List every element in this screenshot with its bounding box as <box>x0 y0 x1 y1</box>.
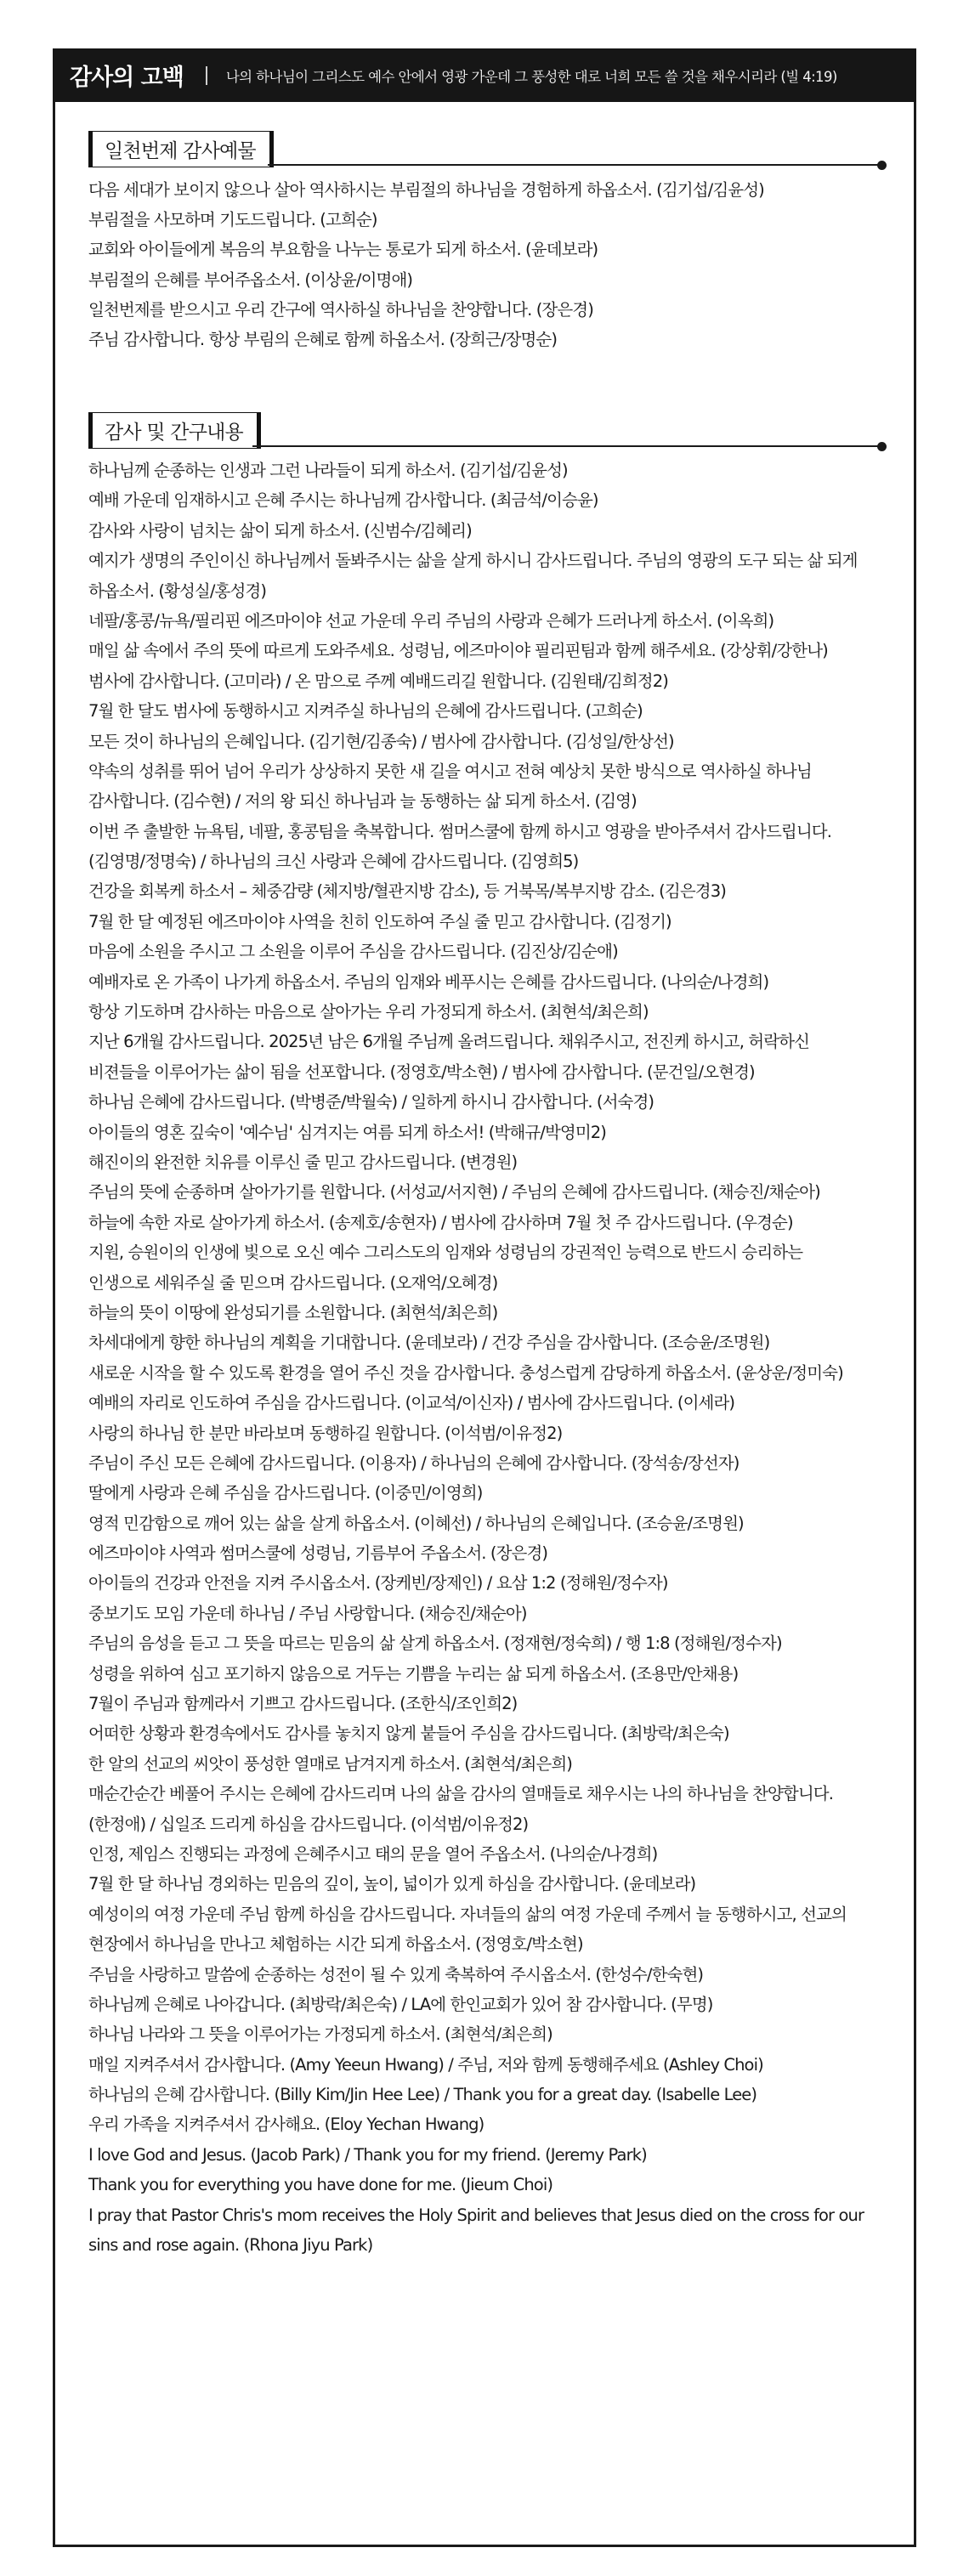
list-item: (김영명/정명숙) / 하나님의 크신 사랑과 은혜에 감사드립니다. (김영희5) <box>88 852 579 872</box>
list-item: 하나님께 은혜로 나아갑니다. (최방락/최은숙) / LA에 한인교회가 있어 참 감사합니다. (무명) <box>88 1994 713 2014</box>
list-item: 주님을 사랑하고 말씀에 순종하는 성전이 될 수 있게 축복하여 주시옵소서. (한성수/한숙현) <box>88 1964 704 1984</box>
list-item: 주님의 음성을 듣고 그 뜻을 따르는 믿음의 삶 살게 하옵소서. (정재현/정숙희) / 행 1:8 (정해원/정수자) <box>88 1633 782 1654</box>
list-item: 차세대에게 향한 하나님의 계획을 기대합니다. (윤데보라) / 건강 주심을 감사합니다. (조승윤/조명원) <box>88 1333 770 1353</box>
list-item: 매일 삶 속에서 주의 뜻에 따르게 도와주세요. 성령님, 에즈마이야 필리핀팀과 함께 해주세요. (강상휘/강한나) <box>88 641 828 661</box>
list-item: 부림절을 사모하며 기도드립니다. (고희순) <box>88 210 377 230</box>
list-item: 인생으로 세워주실 줄 믿으며 감사드립니다. (오재억/오혜경) <box>88 1272 498 1293</box>
list-item: 딸에게 사랑과 은혜 주심을 감사드립니다. (이중민/이영희) <box>88 1483 483 1503</box>
list-item: 감사와 사랑이 넘치는 삶이 되게 하소서. (신범수/김혜리) <box>88 520 472 541</box>
header-verse: 나의 하나님이 그리스도 예수 안에서 영광 가운데 그 풍성한 대로 너희 모든 쓸 것을 채우시리라 (빌 4:19) <box>225 68 837 85</box>
list-item: 새로운 시작을 할 수 있도록 환경을 열어 주신 것을 감사합니다. 충성스럽게 감당하게 하옵소서. (윤상운/정미숙) <box>88 1362 843 1383</box>
list-item: 현장에서 하나님을 만나고 체험하는 시간 되게 하옵소서. (정영호/박소현) <box>88 1934 583 1955</box>
list-item: 건강을 회복케 하소서 – 체중감량 (체지방/혈관지방 감소), 등 거북목/복부지방 감소. (김은경3) <box>88 881 726 902</box>
offering-section-header <box>88 131 274 167</box>
list-item: 해진이의 완전한 치유를 이루신 줄 믿고 감사드립니다. (변경원) <box>88 1152 518 1172</box>
list-item: (한정애) / 십일조 드리게 하심을 감사드립니다. (이석범/이유정2) <box>88 1814 529 1834</box>
list-item: 예배자로 온 가족이 나가게 하옵소서. 주님의 임재와 베푸시는 은혜를 감사드립니다. (나의순/나경희) <box>88 971 769 992</box>
list-item: 하나님께 순종하는 인생과 그런 나라들이 되게 하소서. (김기섭/김윤성) <box>88 461 568 480</box>
list-item: 일천번제를 받으시고 우리 간구에 역사하실 하나님을 찬양합니다. (장은경) <box>88 299 593 320</box>
list-item: 7월 한 달도 범사에 동행하시고 지켜주실 하나님의 은혜에 감사드립니다. (고희순) <box>88 701 643 722</box>
offering-list <box>88 175 879 354</box>
list-item: 한 알의 선교의 씨앗이 풍성한 열매로 남겨지게 하소서. (최현석/최은희) <box>88 1753 573 1774</box>
header-bar <box>53 48 916 102</box>
list-item: 범사에 감사합니다. (고미라) / 온 맘으로 주께 예배드리길 원합니다. (김원태/김희정2) <box>88 671 668 691</box>
header-title: 감사의 고백 <box>70 65 184 91</box>
offering-section-bullet-dot <box>877 161 887 170</box>
list-item: 부림절의 은혜를 부어주옵소서. (이상윤/이명애) <box>88 269 413 290</box>
list-item: 하옵소서. (황성실/홍성경) <box>88 580 267 601</box>
offering-section-title: 일천번제 감사예물 <box>88 131 274 167</box>
list-item: 사랑의 하나님 한 분만 바라보며 동행하길 원합니다. (이석범/이유정2) <box>88 1423 563 1443</box>
list-item: 7월 한 달 예정된 에즈마이야 사역을 친히 인도하여 주실 줄 믿고 감사합니다. (김정기) <box>88 911 672 931</box>
list-item: 네팔/홍콩/뉴욕/필리핀 에즈마이야 선교 가운데 우리 주님의 사랑과 은혜가 드러나게 하소서. (이옥희) <box>88 610 774 631</box>
list-item: 우리 가족을 지켜주셔서 감사해요. (Eloy Yechan Hwang) <box>88 2115 484 2135</box>
list-item: 하나님 나라와 그 뜻을 이루어가는 가정되게 하소서. (최현석/최은희) <box>88 2024 552 2045</box>
list-item: 에즈마이야 사역과 썸머스쿨에 성령님, 기름부어 주옵소서. (장은경) <box>88 1543 548 1564</box>
list-item: 감사합니다. (김수현) / 저의 왕 되신 하나님과 늘 동행하는 삶 되게 하소서. (김영) <box>88 791 637 812</box>
list-item: 매순간순간 베풀어 주시는 은혜에 감사드리며 나의 삶을 감사의 열매들로 채우시는 나의 하나님을 찬양합니다. <box>88 1784 834 1804</box>
list-item: 예배의 자리로 인도하여 주심을 감사드립니다. (이교석/이신자) / 범사에 감사드립니다. (이세라) <box>88 1393 735 1413</box>
list-item: 예지가 생명의 주인이신 하나님께서 돌봐주시는 삶을 살게 하시니 감사드립니다. 주님의 영광의 도구 되는 삶 되게 <box>88 551 858 571</box>
list-item: 하나님 은혜에 감사드립니다. (박병준/박월숙) / 일하게 하시니 감사합니다. (서숙경) <box>88 1092 654 1112</box>
list-item: 예성이의 여정 가운데 주님 함께 하심을 감사드립니다. 자녀들의 삶의 여정 가운데 주께서 늘 동행하시고, 선교의 <box>88 1904 847 1924</box>
list-item: 지난 6개월 감사드립니다. 2025년 남은 6개월 주님께 올려드립니다. 채워주시고, 전진케 하시고, 허락하신 <box>88 1032 810 1052</box>
list-item: 인정, 제임스 진행되는 과정에 은혜주시고 태의 문을 열어 주옵소서. (나의순/나경희) <box>88 1843 658 1864</box>
prayer-section-header <box>88 412 261 449</box>
list-item: 성령을 위하여 심고 포기하지 않음으로 거두는 기쁨을 누리는 삶 되게 하옵소서. (조용만/안채용) <box>88 1663 739 1684</box>
list-item: 마음에 소원을 주시고 그 소원을 이루어 주심을 감사드립니다. (김진상/김순애) <box>88 942 618 962</box>
list-item: 약속의 성취를 뛰어 넘어 우리가 상상하지 못한 새 길을 여시고 전혀 예상치 못한 방식으로 역사하실 하나님 <box>88 761 812 781</box>
list-item: 하늘에 속한 자로 살아가게 하소서. (송제호/송현자) / 범사에 감사하며 7월 첫 주 감사드립니다. (우경순) <box>88 1212 793 1232</box>
list-item: 아이들의 건강과 안전을 지켜 주시옵소서. (장케빈/장제인) / 요삼 1:2 (정해원/정수자) <box>88 1573 668 1594</box>
list-item: 영적 민감함으로 깨어 있는 삶을 살게 하옵소서. (이혜선) / 하나님의 은혜입니다. (조승윤/조명원) <box>88 1513 744 1533</box>
list-item: 다음 세대가 보이지 않으나 살아 역사하시는 부림절의 하나님을 경험하게 하옵소서. (김기섭/김윤성) <box>88 180 764 200</box>
list-item: 7월이 주님과 함께라서 기쁘고 감사드립니다. (조한식/조인희2) <box>88 1694 518 1714</box>
list-item: 모든 것이 하나님의 은혜입니다. (김기현/김종숙) / 범사에 감사합니다. (김성일/한상선) <box>88 731 674 751</box>
list-item: 어떠한 상황과 환경속에서도 감사를 놓치지 않게 붙들어 주심을 감사드립니다. (최방락/최은숙) <box>88 1724 729 1744</box>
list-item: Thank you for everything you have done for me. (Jieum Choi) <box>88 2175 553 2195</box>
list-item: 주님 감사합니다. 항상 부림의 은혜로 함께 하옵소서. (장희근/장명순) <box>88 329 558 349</box>
prayer-section-rule <box>252 445 882 447</box>
offering-section-rule <box>268 164 882 166</box>
list-item: 매일 지켜주셔서 감사합니다. (Amy Yeeun Hwang) / 주님, 저와 함께 동행해주세요 (Ashley Choi) <box>88 2054 763 2075</box>
list-item: 예배 가운데 임재하시고 은혜 주시는 하나님께 감사합니다. (최금석/이승윤) <box>88 490 598 511</box>
prayer-section-title: 감사 및 간구내용 <box>88 412 261 449</box>
list-item: I pray that Pastor Chris's mom receives the Holy Spirit and believes that Jesus died on the cross for our <box>88 2205 864 2225</box>
prayer-section-bullet-dot <box>877 442 887 451</box>
list-item: 중보기도 모임 가운데 하나님 / 주님 사랑합니다. (채승진/채순아) <box>88 1603 527 1623</box>
list-item: sins and rose again. (Rhona Jiyu Park) <box>88 2235 373 2256</box>
prayer-list <box>88 456 879 2260</box>
list-item: 지원, 승원이의 인생에 빛으로 오신 예수 그리스도의 임재와 성령님의 강권적인 능력으로 반드시 승리하는 <box>88 1243 803 1263</box>
list-item: 7월 한 달 하나님 경외하는 믿음의 깊이, 높이, 넓이가 있게 하심을 감사합니다. (윤데보라) <box>88 1874 696 1894</box>
list-item: 주님의 뜻에 순종하며 살아가기를 원합니다. (서성교/서지현) / 주님의 은혜에 감사드립니다. (채승진/채순아) <box>88 1182 820 1203</box>
list-item: 교회와 아이들에게 복음의 부요함을 나누는 통로가 되게 하소서. (윤데보라) <box>88 240 598 260</box>
list-item: 이번 주 출발한 뉴욕팀, 네팔, 홍콩팀을 축복합니다. 썸머스쿨에 함께 하시고 영광을 받아주셔서 감사드립니다. <box>88 821 832 841</box>
list-item: I love God and Jesus. (Jacob Park) / Thank you for my friend. (Jeremy Park) <box>88 2144 647 2165</box>
list-item: 주님이 주신 모든 은혜에 감사드립니다. (이용자) / 하나님의 은혜에 감사합니다. (장석송/장선자) <box>88 1452 740 1473</box>
list-item: 하나님의 은혜 감사합니다. (Billy Kim/Jin Hee Lee) / Thank you for a great day. (Isabelle Lee) <box>88 2085 757 2105</box>
list-item: 아이들의 영혼 깊숙이 '예수님' 심겨지는 여름 되게 하소서! (박해규/박영미2) <box>88 1122 606 1142</box>
list-item: 비젼들을 이루어가는 삶이 됨을 선포합니다. (정영호/박소현) / 범사에 감사합니다. (문건일/오현경) <box>88 1062 755 1082</box>
header-divider <box>206 66 207 85</box>
list-item: 항상 기도하며 감사하는 마음으로 살아가는 우리 가정되게 하소서. (최현석/최은희) <box>88 1002 649 1022</box>
content-box <box>53 102 916 2547</box>
list-item: 하늘의 뜻이 이땅에 완성되기를 소원합니다. (최현석/최은희) <box>88 1302 498 1322</box>
